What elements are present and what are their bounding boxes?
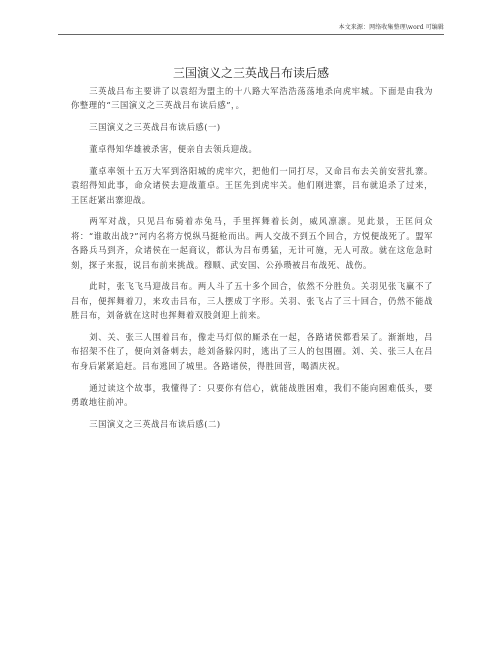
paragraph: 两军对战，只见吕布骑着赤兔马，手里挥舞着长剑，威风凛凛。见此景，王匡问众将：“谁敢出战?”河内名将方悦纵马挺枪而出。两人交战不到五个回合，方悦便战死了。盟军各路兵马到齐，众诸侯在一起商议，都认为吕布勇猛，无计可施，无人可敌。就在这危急时刻，探子来报，说吕布前来挑战。穆顺、武安国、公孙瓒被吕布战死、战伤。	[71, 216, 433, 270]
source-note: 本文来源：网络收集整理\word 可编辑	[338, 24, 444, 31]
section-heading-one: 三国演义之三英战吕布读后感(一)	[89, 122, 221, 133]
paragraph-intro: 三英战吕布主要讲了以袁绍为盟主的十八路大军浩浩荡荡地杀向虎牢城。下面是由我为你整理的“三国演义之三英战吕布读后感”，。	[71, 86, 433, 111]
paragraph: 董卓率领十五万大军到洛阳城的虎牢穴，把他们一同打尽，又命吕布去关前安营扎寨。袁绍得知此事，命众诸侯去迎战董卓。王匡先到虎牢关。他们刚进寨，吕布就追杀了过来，王匡赶紧出寨迎战。	[71, 165, 433, 205]
paragraph-conclusion: 通过读这个故事，我懂得了：只要你有信心，就能战胜困难，我们不能向困难低头，要勇敢地往前冲。	[71, 382, 433, 408]
paragraph: 此时，张飞飞马迎战吕布。两人斗了五十多个回合，依然不分胜负。关羽见张飞赢不了吕布，便挥舞着刀，来攻击吕布，三人摆成丁字形。关羽、张飞占了三十回合，仍然不能战胜吕布，刘备就在这时也挥舞着双股剑迎上前来。	[71, 281, 433, 321]
paragraph: 刘、关、张三人围着吕布，像走马灯似的厮杀在一起，各路诸侯都看呆了。渐渐地，吕布招架不住了，便向刘备刺去，趁刘备躲闪时，逃出了三人的包围圈。刘、关、张三人在吕布身后紧紧追赶。吕布逃回了城里。各路诸侯，得胜回营，喝酒庆祝。	[71, 332, 433, 371]
header-divider	[58, 34, 444, 35]
section-heading-two: 三国演义之三英战吕布读后感(二)	[89, 418, 221, 429]
article-body	[71, 84, 433, 439]
page-title: 三国演义之三英战吕布读后感	[172, 66, 329, 80]
paragraph: 董卓得知华雄被杀害，便亲自去领兵迎战。	[89, 144, 258, 154]
